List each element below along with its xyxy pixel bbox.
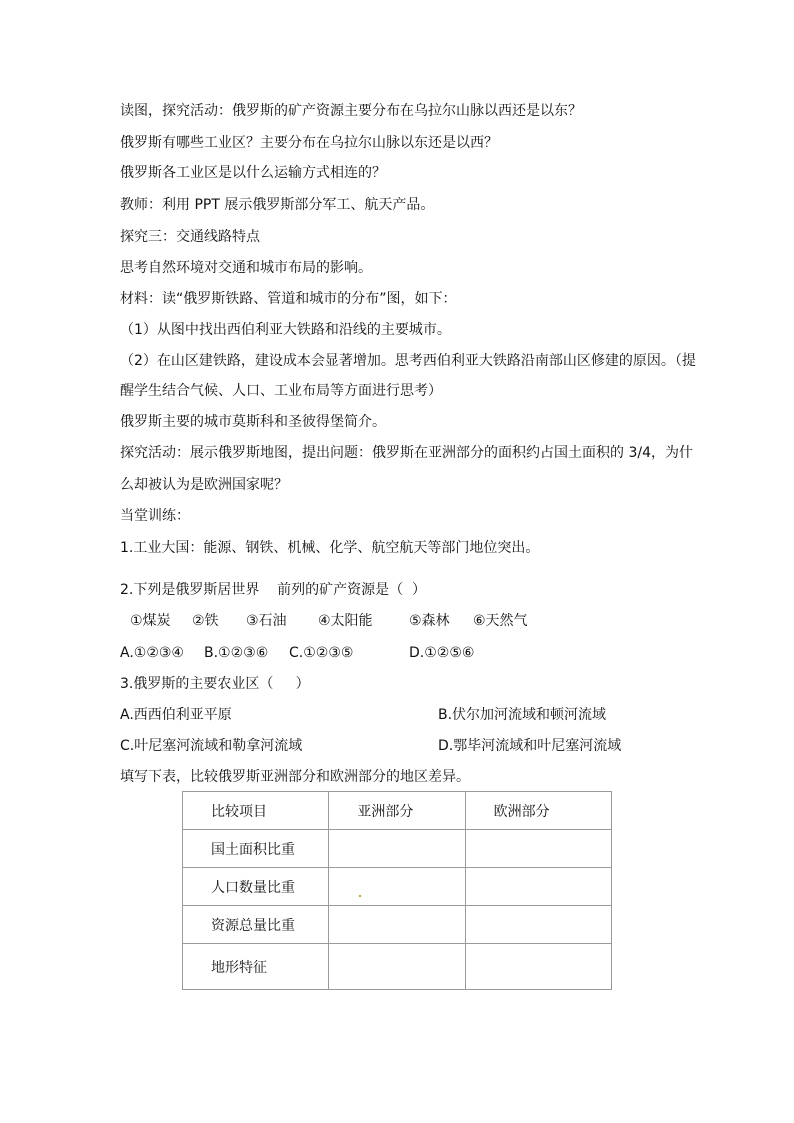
q3-option-c: C.叶尼塞河流域和勒拿河流域	[120, 738, 303, 754]
table-row	[183, 906, 612, 944]
table-cell-asia	[329, 868, 465, 906]
table-cell-asia	[329, 906, 465, 944]
table-cell-europe	[465, 830, 611, 868]
table-cell-europe	[465, 906, 611, 944]
paragraph-task-2-line-2: 醒学生结合气候、人口、工业布局等方面进行思考）	[120, 383, 442, 399]
table-row-label: 资源总量比重	[183, 906, 329, 944]
paragraph-cities: 俄罗斯主要的城市莫斯科和圣彼得堡简介。	[120, 414, 386, 430]
table-header-row	[183, 792, 612, 830]
comparison-table	[182, 791, 612, 990]
table-cell-europe	[465, 868, 611, 906]
section-heading-explore-three: 探究三：交通线路特点	[120, 229, 260, 245]
q2-item-iron: ②铁	[192, 613, 219, 629]
paragraph-think: 思考自然环境对交通和城市布局的影响。	[120, 260, 372, 276]
paragraph-explore-map-line-1: 探究活动：展示俄罗斯地图，提出问题：俄罗斯在亚洲部分的面积约占国土面积的 3/4，为什	[120, 445, 693, 461]
q3-option-a: A.西西伯利亚平原	[120, 707, 232, 723]
q2-option-b: B.①②③⑥	[204, 645, 269, 661]
question-3-stem: 3.俄罗斯的主要农业区（ ）	[120, 676, 310, 692]
q2-item-natural-gas: ⑥天然气	[473, 613, 528, 629]
stray-mark	[359, 895, 361, 897]
table-cell-asia	[329, 830, 465, 868]
paragraph-task-2-line-1: （2）在山区建铁路，建设成本会显著增加。思考西伯利亚大铁路沿南部山区修建的原因。（提	[120, 353, 696, 369]
table-cell-asia	[329, 944, 465, 990]
q2-item-solar: ④太阳能	[318, 613, 373, 629]
table-header-item: 比较项目	[183, 792, 329, 830]
table-row-label: 地形特征	[183, 944, 329, 990]
table-header-asia: 亚洲部分	[329, 792, 465, 830]
paragraph-reading-activity: 读图，探究活动：俄罗斯的矿产资源主要分布在乌拉尔山脉以西还是以东？	[120, 103, 582, 119]
table-row-label: 国土面积比重	[183, 830, 329, 868]
paragraph-industrial-regions: 俄罗斯有哪些工业区？主要分布在乌拉尔山脉以东还是以西？	[120, 135, 498, 151]
paragraph-practice-heading: 当堂训练：	[120, 508, 190, 524]
q2-option-c: C.①②③⑤	[289, 645, 354, 661]
paragraph-task-1: （1）从图中找出西伯利亚大铁路和沿线的主要城市。	[120, 322, 451, 338]
q2-item-forest: ⑤森林	[409, 613, 450, 629]
q3-option-b: B.伏尔加河流域和顿河流域	[438, 707, 607, 723]
q2-option-a: A.①②③④	[120, 645, 184, 661]
paragraph-question-1: 1.工业大国：能源、钢铁、机械、化学、航空航天等部门地位突出。	[120, 540, 540, 556]
table-instruction: 填写下表，比较俄罗斯亚洲部分和欧洲部分的地区差异。	[120, 769, 470, 785]
question-2-stem: 2.下列是俄罗斯居世界 前列的矿产资源是（ ）	[120, 582, 427, 598]
table-row	[183, 944, 612, 990]
q2-item-coal: ①煤炭	[130, 613, 171, 629]
table-row-label: 人口数量比重	[183, 868, 329, 906]
q2-item-oil: ③石油	[246, 613, 287, 629]
table-row	[183, 830, 612, 868]
table-header-europe: 欧洲部分	[465, 792, 611, 830]
q3-option-d: D.鄂毕河流域和叶尼塞河流域	[438, 738, 622, 754]
table-row	[183, 868, 612, 906]
table-cell-europe	[465, 944, 611, 990]
paragraph-explore-map-line-2: 么却被认为是欧洲国家呢？	[120, 477, 288, 493]
paragraph-teacher: 教师：利用 PPT 展示俄罗斯部分军工、航天产品。	[120, 197, 435, 213]
paragraph-transport: 俄罗斯各工业区是以什么运输方式相连的？	[120, 165, 386, 181]
q2-option-d: D.①②⑤⑥	[409, 645, 475, 661]
paragraph-material: 材料：读“俄罗斯铁路、管道和城市的分布”图，如下：	[120, 291, 457, 307]
